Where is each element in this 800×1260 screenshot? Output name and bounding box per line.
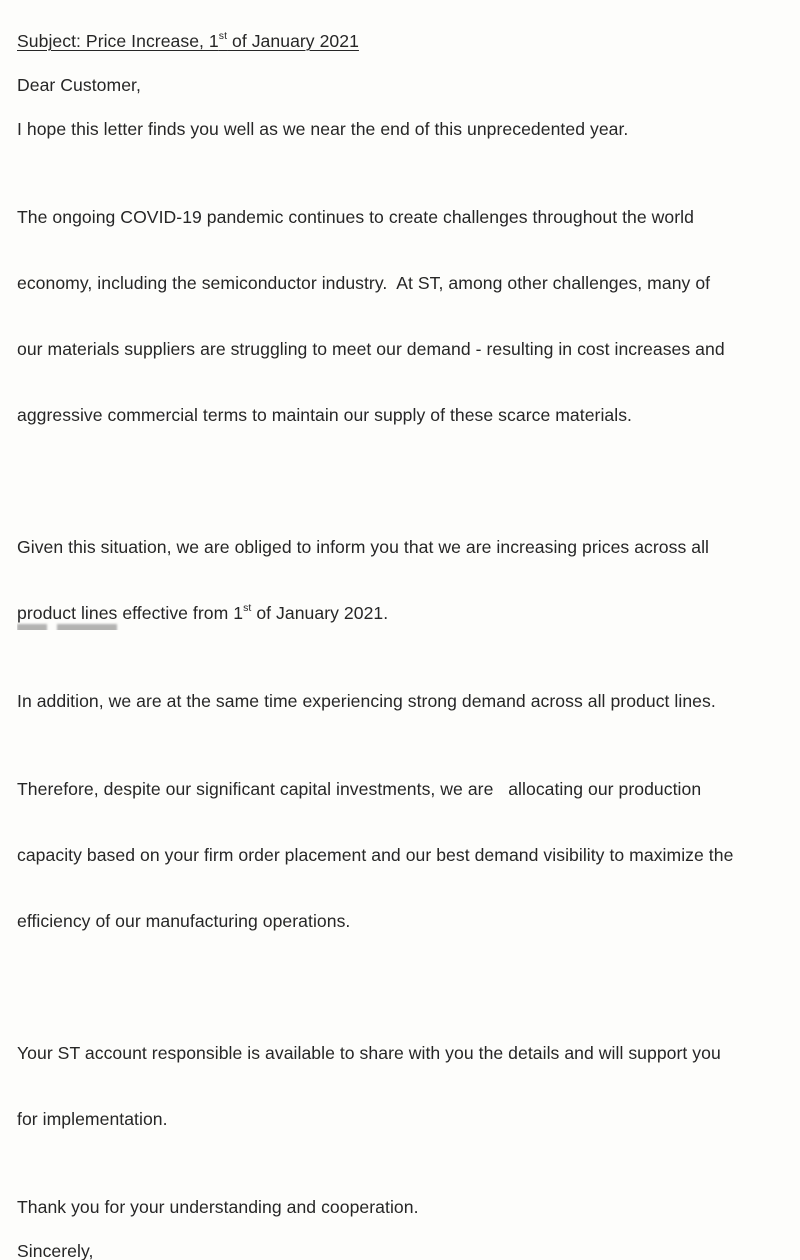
line-prefix: product lines effective from 1 — [17, 603, 244, 623]
salutation: Dear Customer, — [17, 75, 141, 95]
subject-prefix: Subject: Price Increase, 1 — [17, 31, 219, 51]
ordinal-suffix: st — [243, 602, 252, 615]
paragraph-line: economy, including the semiconductor industry. At ST, among other challenges, many of — [17, 273, 711, 293]
paragraph-price-increase — [17, 492, 787, 668]
paragraph-pandemic — [17, 162, 787, 470]
paragraph-line: Therefore, despite our significant capital investments, we are allocating our production — [17, 779, 702, 799]
paragraph-line: our materials suppliers are struggling to meet our demand - resulting in cost increases and — [17, 339, 725, 359]
paragraph-line: for implementation. — [17, 1109, 168, 1129]
line-suffix: of January 2021. — [251, 603, 389, 623]
closing: Sincerely, — [17, 1241, 94, 1260]
paragraph-line: Your ST account responsible is available to share with you the details and will support you — [17, 1043, 721, 1063]
paragraph-thanks: Thank you for your understanding and cooperation. — [17, 1197, 419, 1217]
paragraph-line: Given this situation, we are obliged to inform you that we are increasing prices across all — [17, 537, 710, 557]
paragraph-line: aggressive commercial terms to maintain our supply of these scarce materials. — [17, 405, 632, 425]
paragraph-line: efficiency of our manufacturing operations. — [17, 911, 351, 931]
paragraph-line: The ongoing COVID-19 pandemic continues to create challenges throughout the world — [17, 207, 694, 227]
subject-suffix: of January 2021 — [227, 31, 359, 51]
subject-line — [17, 30, 787, 52]
paragraph-account-support — [17, 998, 787, 1174]
paragraph-allocation — [17, 734, 787, 976]
cropped-signature-line — [17, 622, 127, 630]
letter-body — [17, 30, 787, 1260]
subject-ordinal-suffix: st — [218, 30, 228, 43]
paragraph-line: capacity based on your firm order placement and our best demand visibility to maximize the — [17, 845, 734, 865]
paragraph-opening: I hope this letter finds you well as we near the end of this unprecedented year. — [17, 119, 629, 139]
cropped-text-fragment — [17, 624, 117, 630]
paragraph-demand: In addition, we are at the same time experiencing strong demand across all product lines. — [17, 691, 716, 711]
paragraph-line — [17, 602, 787, 624]
